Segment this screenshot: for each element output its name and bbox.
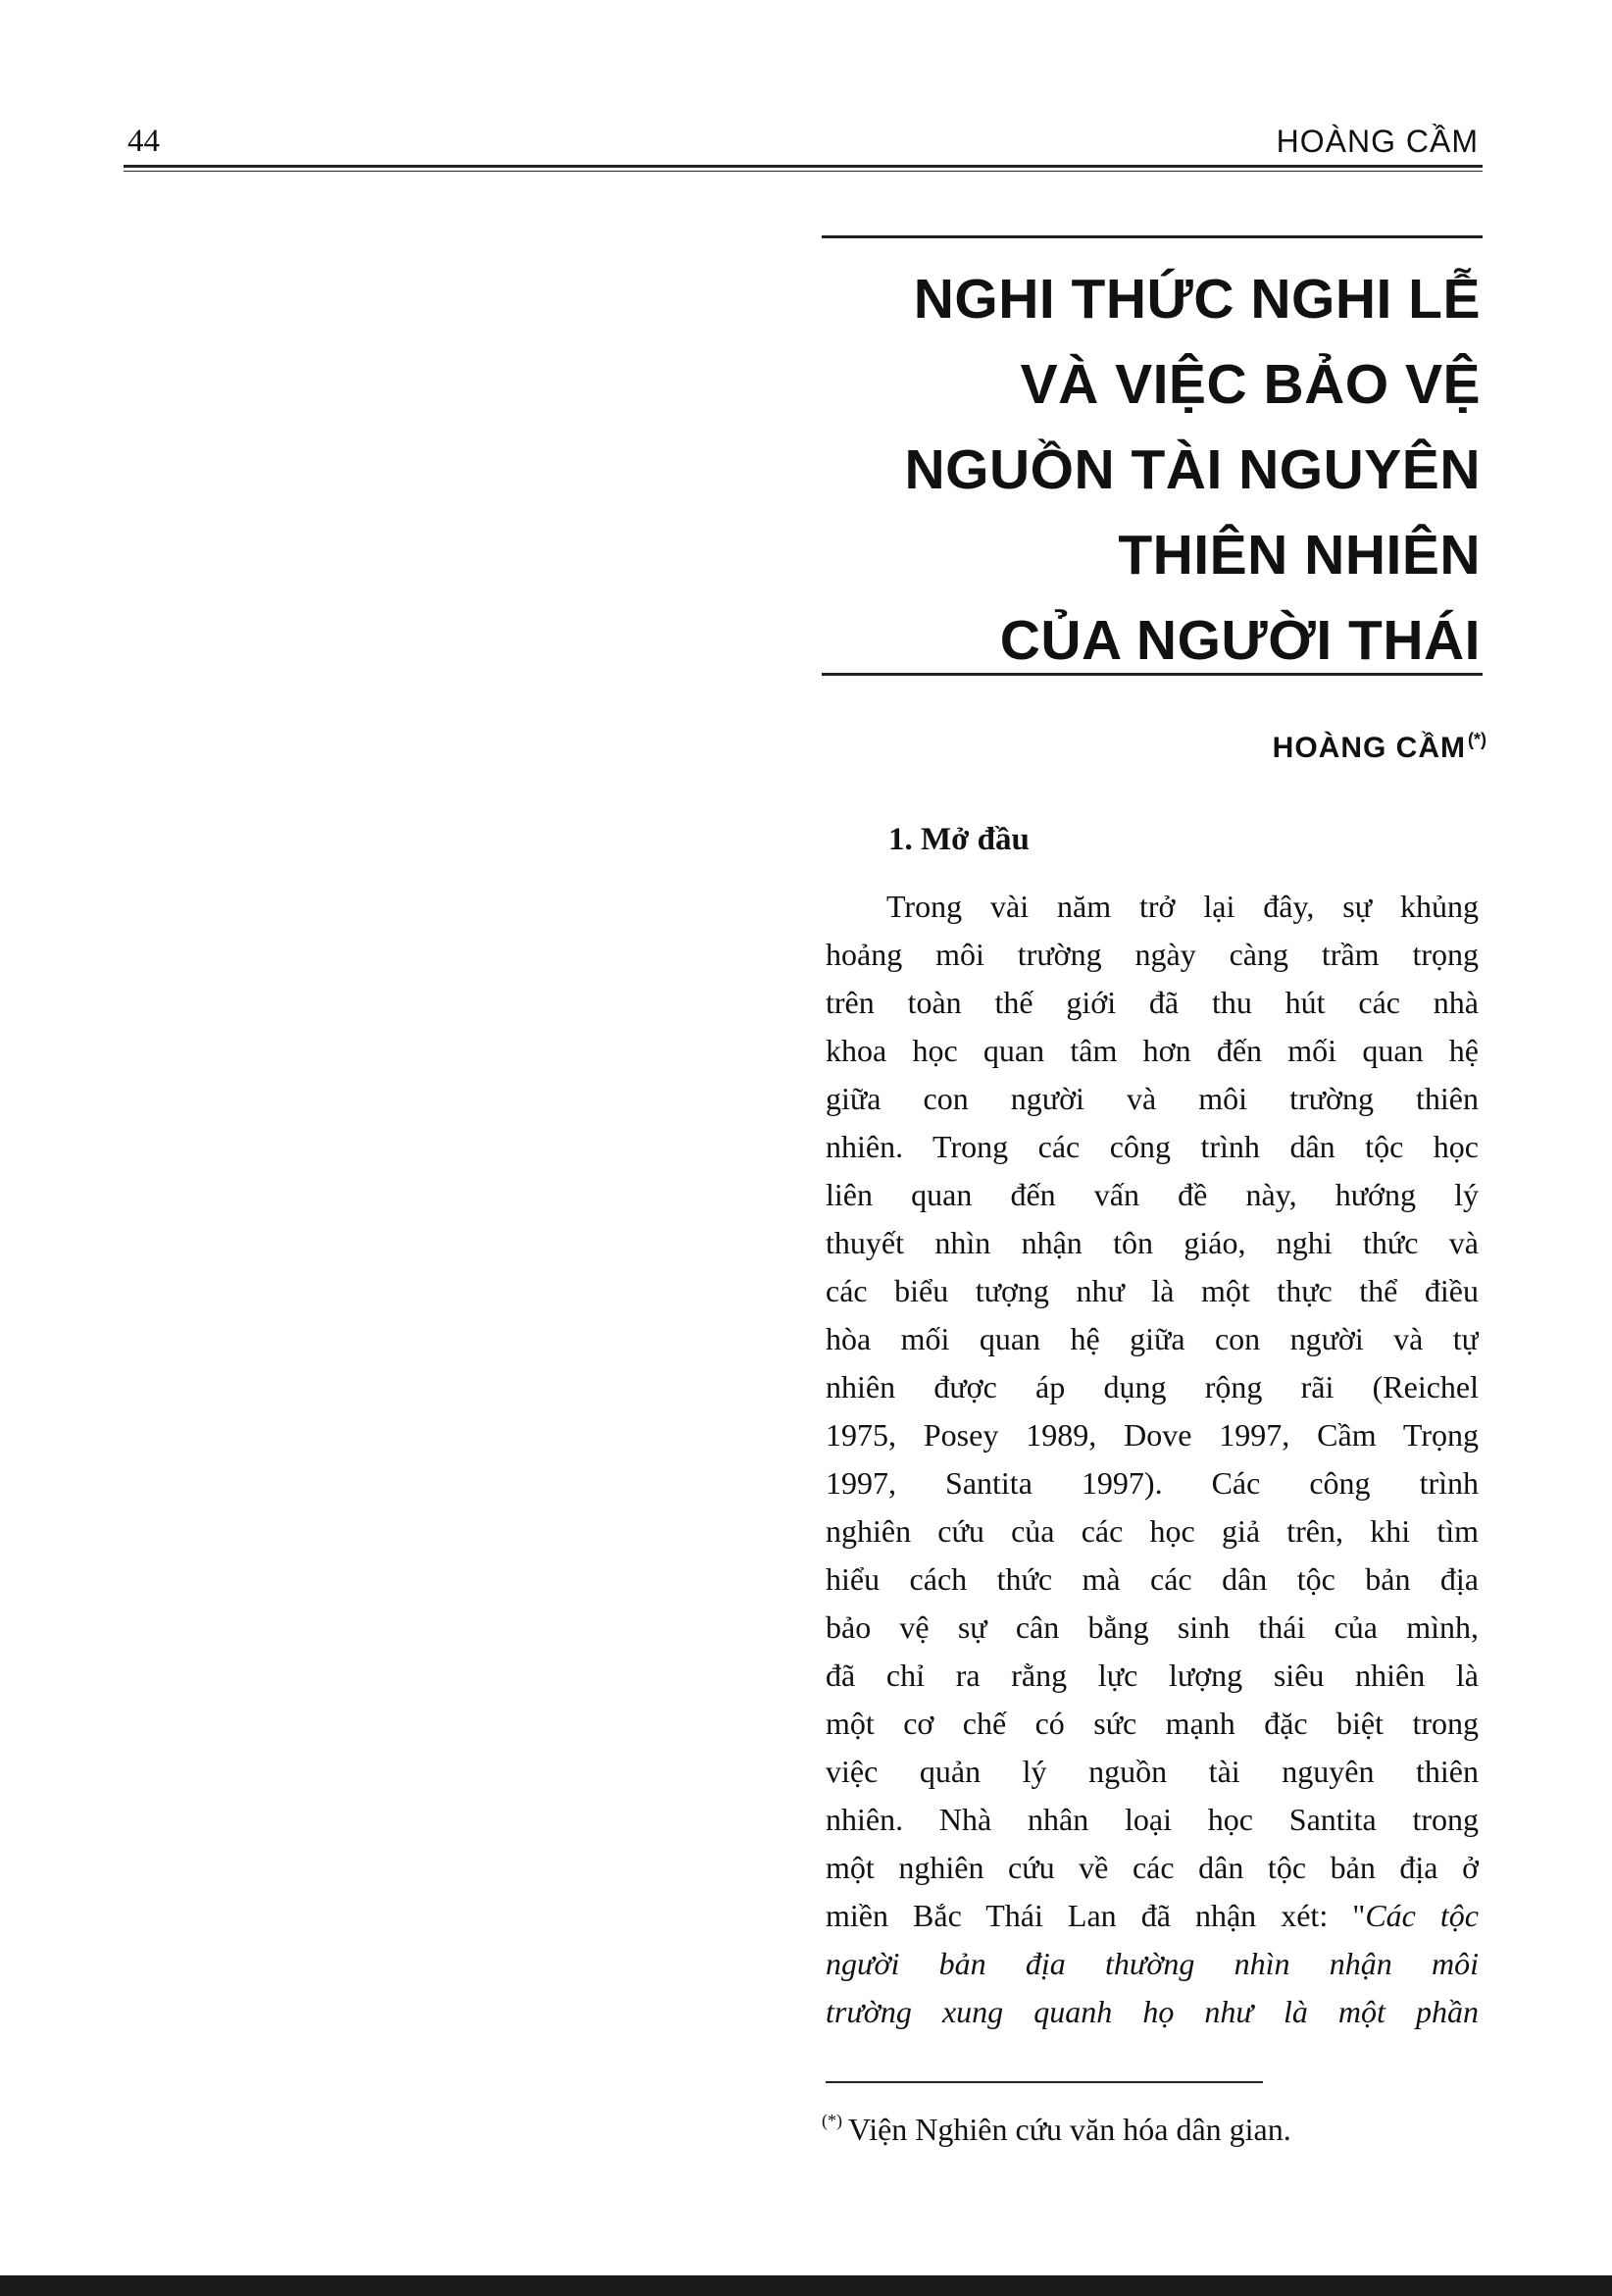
section-heading: 1. Mở đầu xyxy=(888,822,1030,857)
running-head: HOÀNG CẦM xyxy=(1276,124,1479,159)
title-line: THIÊN NHIÊN xyxy=(1118,524,1481,587)
author-name: HOÀNG CẦM xyxy=(1272,732,1466,764)
scan-bottom-edge xyxy=(0,2275,1612,2296)
body-line: 1997, Santita 1997). Các công trình xyxy=(826,1465,1479,1501)
body-line: giữa con người và môi trường thiên xyxy=(826,1081,1479,1116)
page-number: 44 xyxy=(127,124,160,159)
body-line-italic: trường xung quanh họ như là một phần xyxy=(826,1994,1479,2029)
header-rule xyxy=(124,165,1483,168)
footnote-rule xyxy=(826,2081,1263,2083)
title-line: CỦA NGƯỜI THÁI xyxy=(999,609,1481,672)
body-line xyxy=(826,1892,1479,1940)
title-line: NGUỒN TÀI NGUYÊN xyxy=(904,438,1481,501)
body-line: thuyết nhìn nhận tôn giáo, nghi thức và xyxy=(826,1225,1479,1260)
body-line-italic: người bản địa thường nhìn nhận môi xyxy=(826,1946,1479,1981)
author-footnote-mark: (*) xyxy=(1468,730,1486,749)
article-title xyxy=(794,257,1481,684)
body-line: bảo vệ sự cân bằng sinh thái của mình, xyxy=(826,1609,1479,1645)
footnote xyxy=(822,2099,1291,2151)
title-rule-top xyxy=(822,235,1483,238)
body-line: nghiên cứu của các học giả trên, khi tìm xyxy=(826,1513,1479,1549)
body-line: khoa học quan tâm hơn đến mối quan hệ xyxy=(826,1033,1479,1068)
quote-start-italic: Các tộc xyxy=(1365,1898,1479,1933)
body-line: hòa mối quan hệ giữa con người và tự xyxy=(826,1321,1479,1356)
title-line: VÀ VIỆC BẢO VỆ xyxy=(1020,353,1481,416)
body-line-plain: miền Bắc Thái Lan đã nhận xét: " xyxy=(826,1898,1366,1933)
body-line: hiểu cách thức mà các dân tộc bản địa xyxy=(826,1561,1479,1597)
body-line: nhiên được áp dụng rộng rãi (Reichel xyxy=(826,1369,1479,1404)
body-line: các biểu tượng như là một thực thể điều xyxy=(826,1273,1479,1308)
author-byline xyxy=(1273,720,1486,768)
body-line: nhiên. Trong các công trình dân tộc học xyxy=(826,1129,1479,1164)
body-line: một cơ chế có sức mạnh đặc biệt trong xyxy=(826,1706,1479,1741)
header-rule-thin xyxy=(124,171,1483,172)
body-line: đã chỉ ra rằng lực lượng siêu nhiên là xyxy=(826,1658,1479,1693)
body-text xyxy=(826,883,1479,2036)
footnote-text: Viện Nghiên cứu văn hóa dân gian. xyxy=(848,2112,1291,2147)
body-line: Trong vài năm trở lại đây, sự khủng xyxy=(886,889,1479,924)
body-line: một nghiên cứu về các dân tộc bản địa ở xyxy=(826,1850,1479,1885)
title-rule-bottom xyxy=(822,673,1483,676)
body-line: việc quản lý nguồn tài nguyên thiên xyxy=(826,1754,1479,1789)
body-line: hoảng môi trường ngày càng trầm trọng xyxy=(826,937,1479,972)
body-line: trên toàn thế giới đã thu hút các nhà xyxy=(826,985,1479,1020)
title-line: NGHI THỨC NGHI LỄ xyxy=(913,268,1481,331)
footnote-mark: (*) xyxy=(822,2111,842,2130)
body-line: 1975, Posey 1989, Dove 1997, Cầm Trọng xyxy=(826,1417,1479,1453)
body-line: nhiên. Nhà nhân loại học Santita trong xyxy=(826,1802,1479,1837)
body-line: liên quan đến vấn đề này, hướng lý xyxy=(826,1177,1479,1212)
